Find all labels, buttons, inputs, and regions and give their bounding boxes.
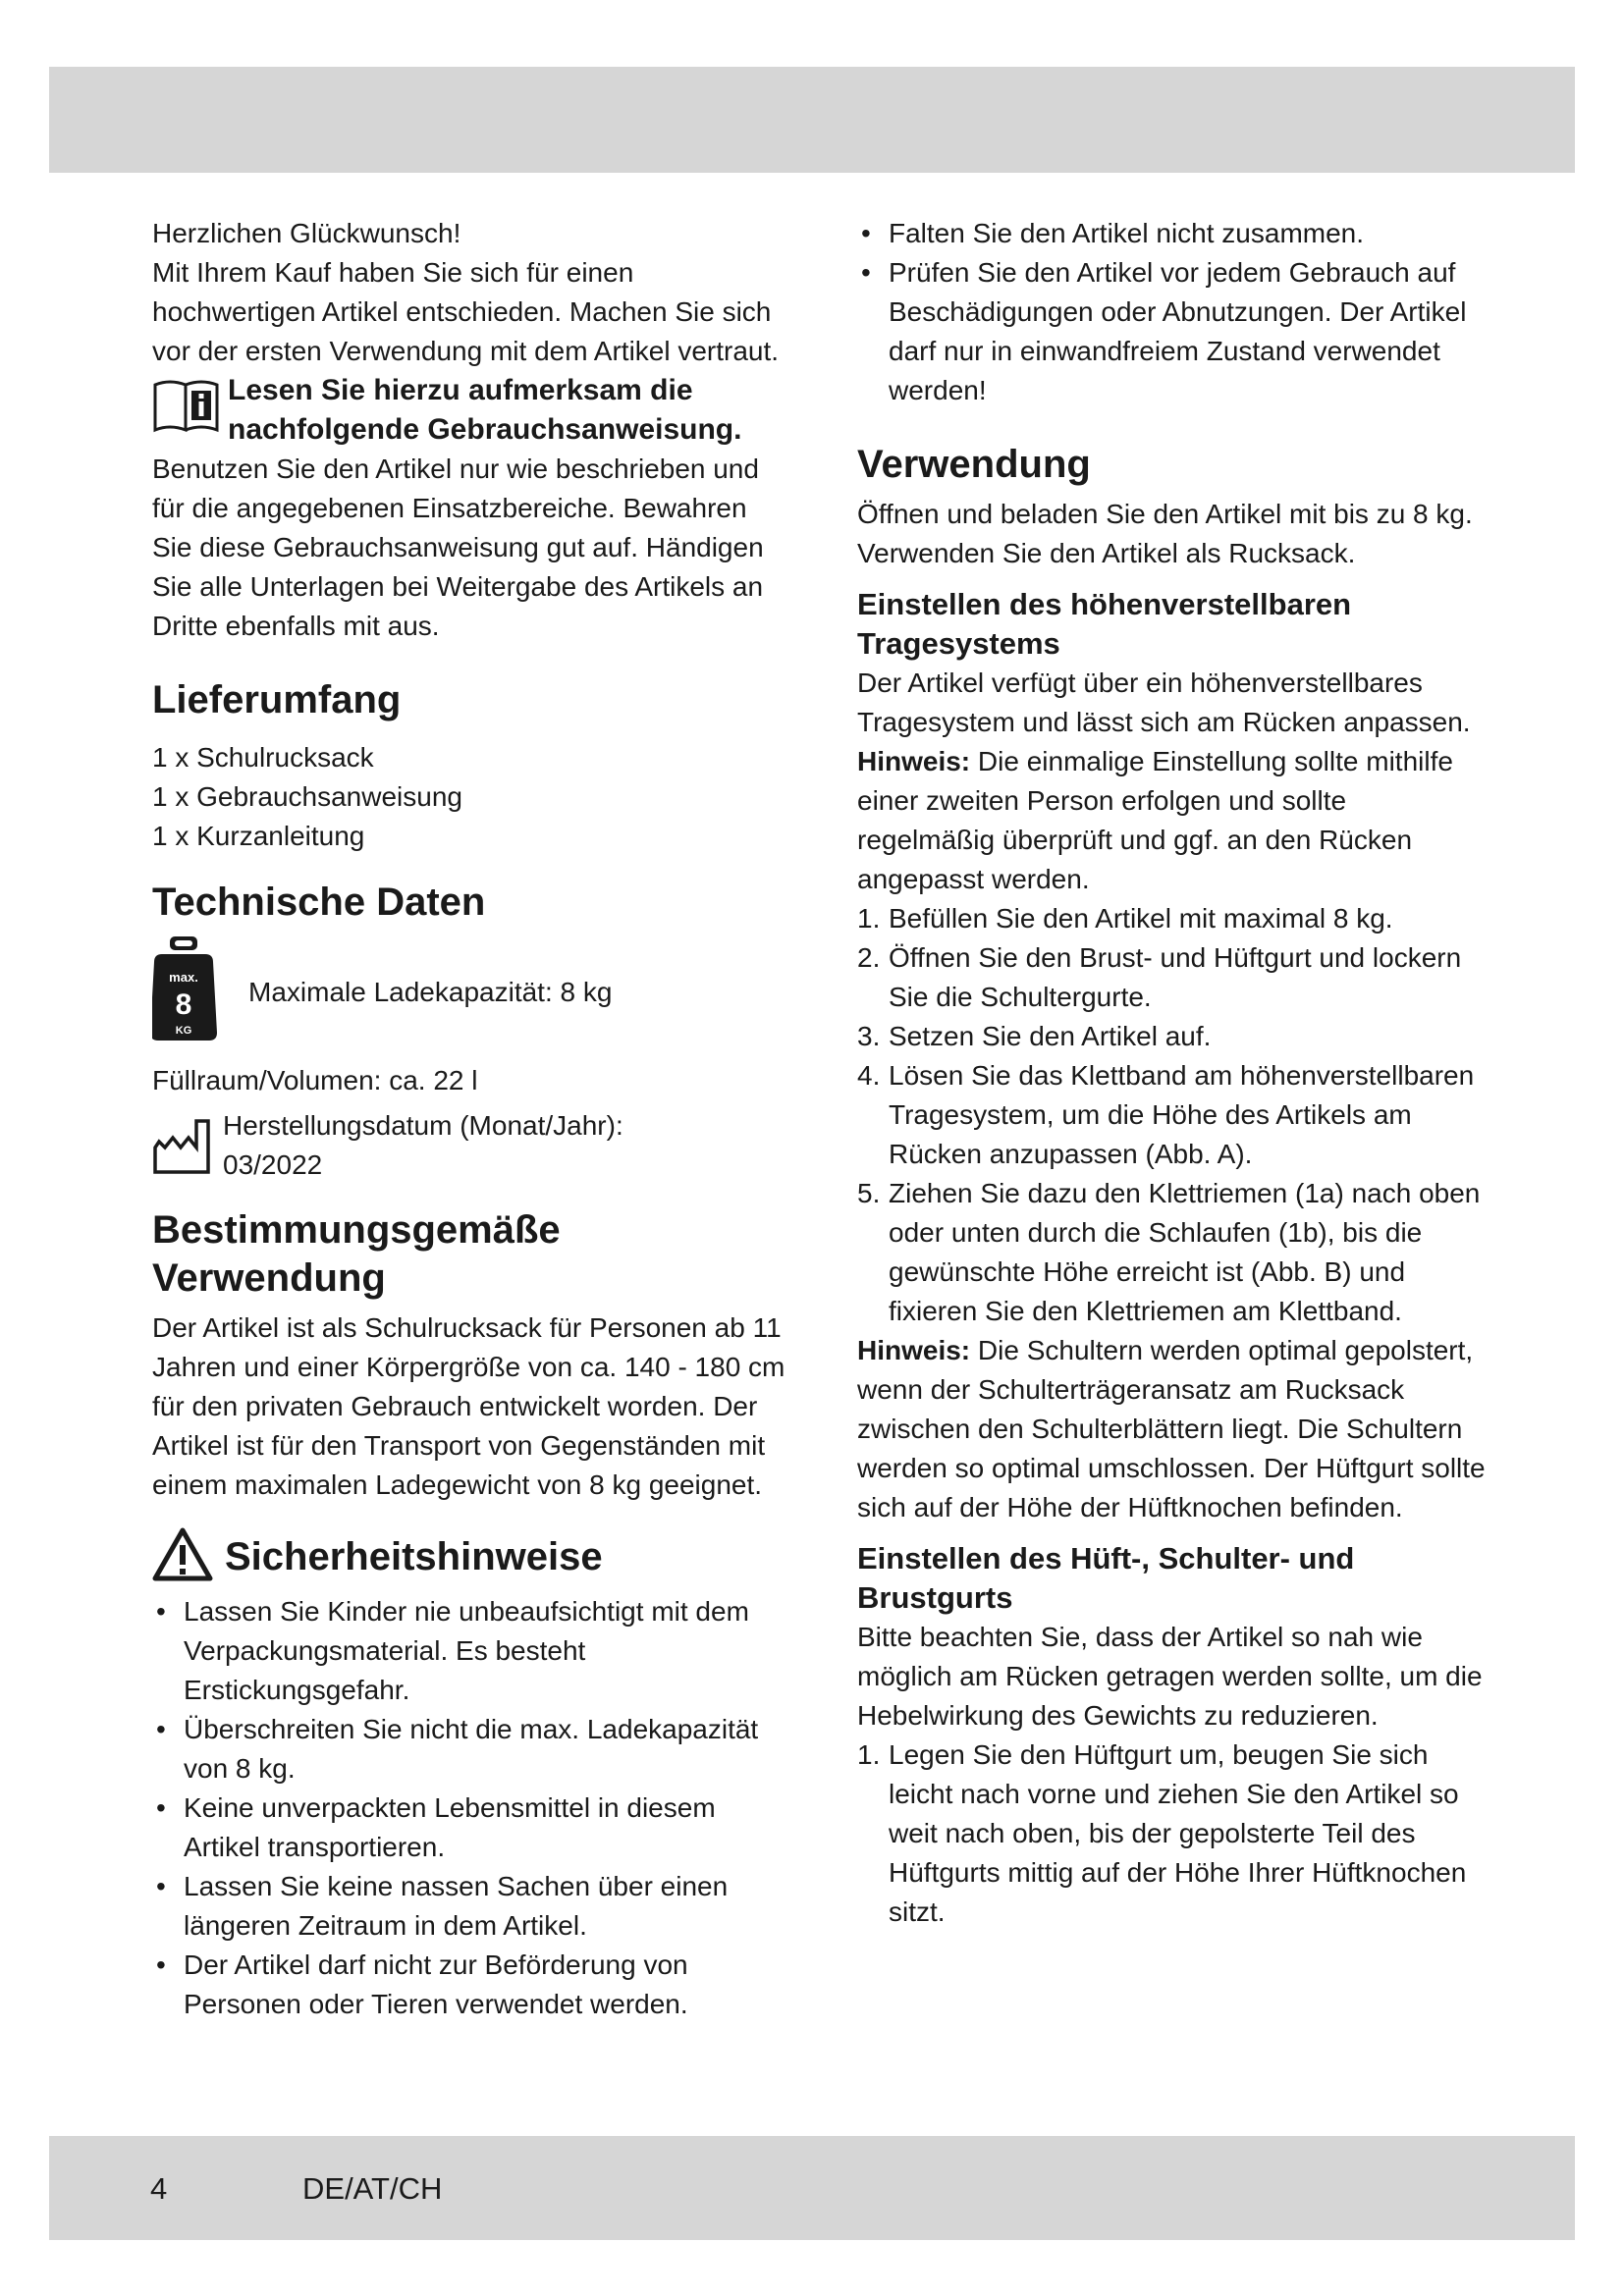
- step-item: 2. Öffnen Sie den Brust- und Hüftgurt und lockern Sie die Schultergurte.: [857, 942, 1462, 1012]
- safety-item: • Keine unverpackten Lebensmittel in diesem Artikel transportieren.: [152, 1789, 790, 1867]
- intended-use-title: Bestimmungsgemäße Verwendung: [152, 1208, 561, 1300]
- height-adjust-hint: [857, 742, 1486, 899]
- belts-title: Einstellen des Hüft-, Schulter- und Brustgurts: [857, 1541, 1355, 1615]
- max-weight-icon: [152, 936, 223, 1047]
- page-number: 4: [150, 2171, 168, 2206]
- step-item: 3. Setzen Sie den Artikel auf.: [857, 1021, 1212, 1051]
- intro-text: Mit Ihrem Kauf haben Sie sich für einen hochwertigen Artikel entschieden. Machen Sie sich vor der ersten Verwendung mit dem Artikel vertraut.: [152, 257, 780, 366]
- volume-text: Füllraum/Volumen: ca. 22 l: [152, 1065, 478, 1095]
- hint-text: Die einmalige Einstellung sollte mithilfe einer zweiten Person erfolgen und sollte regelmäßig überprüft und ggf. an den Rücken angepasst werden.: [857, 746, 1453, 894]
- manufacture-date-icon: [152, 1118, 211, 1180]
- shoulder-hint: [857, 1331, 1486, 1527]
- scope-item: 1 x Kurzanleitung: [152, 821, 365, 851]
- usage-title: Verwendung: [857, 443, 1091, 486]
- manual-info-icon: [152, 377, 221, 445]
- usage-note: Benutzen Sie den Artikel nur wie beschrieben und für die angegebenen Einsatzbereiche. Bewahren Sie diese Gebrauchsanweisung gut auf. Händigen Sie alle Unterlagen bei Weitergabe des Artikels an Dritte ebenfalls mit aus.: [152, 454, 764, 641]
- capacity-text: Maximale Ladekapazität: 8 kg: [248, 976, 613, 1007]
- weight-icon-value: 8: [175, 988, 192, 1021]
- belts-steps: [857, 1735, 1486, 1932]
- hint-label: Hinweis:: [857, 1335, 971, 1365]
- manufacture-date-row: [152, 1106, 790, 1185]
- step-item: 1. Legen Sie den Hüftgurt um, beugen Sie sich leicht nach vorne und ziehen Sie den Artikel so weit nach oben, bis der gepolsterte Teil des Hüftgurts mittig auf der Höhe Ihrer Hüftknochen sitzt.: [857, 1739, 1467, 1927]
- header-bar: [49, 67, 1575, 173]
- read-notice: [152, 371, 790, 450]
- safety-item: • Falten Sie den Artikel nicht zusammen.: [857, 214, 1486, 253]
- footer-bar: [49, 2136, 1575, 2240]
- height-adjust-steps: [857, 899, 1486, 1331]
- safety-list-continued: [857, 214, 1486, 410]
- scope-item: 1 x Gebrauchsanweisung: [152, 781, 462, 812]
- hint-label: Hinweis:: [857, 746, 971, 776]
- safety-heading: [152, 1526, 790, 1586]
- hint-text: Die Schultern werden optimal gepolstert, wenn der Schulterträgeransatz am Rucksack zwischen den Schulterblättern liegt. Die Schultern werden so optimal umschlossen. Der Hüftgurt sollte sich auf der Höhe der Hüftknochen befinden.: [857, 1335, 1486, 1522]
- tech-title: Technische Daten: [152, 881, 486, 924]
- safety-item: • Überschreiten Sie nicht die max. Ladekapazität von 8 kg.: [152, 1710, 790, 1789]
- safety-item: • Prüfen Sie den Artikel vor jedem Gebrauch auf Beschädigungen oder Abnutzungen. Der Artikel darf nur in einwandfreiem Zustand verwendet werden!: [857, 253, 1486, 410]
- step-item: 4. Lösen Sie das Klettband am höhenverstellbaren Tragesystem, um die Höhe des Artikels am Rücken anzupassen (Abb. A).: [857, 1060, 1475, 1169]
- usage-text: Öffnen und beladen Sie den Artikel mit bis zu 8 kg. Verwenden Sie den Artikel als Rucksack.: [857, 499, 1473, 568]
- safety-item: • Lassen Sie keine nassen Sachen über einen längeren Zeitraum in dem Artikel.: [152, 1867, 790, 1946]
- height-adjust-title: Einstellen des höhenverstellbaren Tragesystems: [857, 587, 1352, 661]
- right-column: [857, 214, 1486, 1932]
- left-column: [152, 214, 790, 2024]
- safety-title: Sicherheitshinweise: [225, 1534, 603, 1578]
- intended-use-text: Der Artikel ist als Schulrucksack für Personen ab 11 Jahren und einer Körpergröße von ca. 140 - 180 cm für den privaten Gebrauch entwickelt worden. Der Artikel ist für den Transport von Gegenständen mit einem maximalen Ladegewicht von 8 kg geeignet.: [152, 1312, 785, 1500]
- safety-item: • Lassen Sie Kinder nie unbeaufsichtigt mit dem Verpackungsmaterial. Es besteht Erstickungsgefahr.: [152, 1592, 790, 1710]
- scope-item: 1 x Schulrucksack: [152, 742, 374, 773]
- safety-item: • Der Artikel darf nicht zur Beförderung von Personen oder Tieren verwendet werden.: [152, 1946, 790, 2024]
- weight-icon-top: max.: [169, 970, 198, 985]
- step-item: 5. Ziehen Sie dazu den Klettriemen (1a) nach oben oder unten durch die Schlaufen (1b), bis die gewünschte Höhe erreicht ist (Abb. B) und fixieren Sie den Klettriemen am Klettband.: [857, 1178, 1481, 1326]
- step-item: 1. Befüllen Sie den Artikel mit maximal 8 kg.: [857, 903, 1393, 934]
- warning-icon: [152, 1526, 213, 1586]
- region-label: DE/AT/CH: [302, 2171, 443, 2206]
- belts-text: Bitte beachten Sie, dass der Artikel so nah wie möglich am Rücken getragen werden sollte, um die Hebelwirkung des Gewichts zu reduzieren.: [857, 1622, 1483, 1731]
- scope-title: Lieferumfang: [152, 678, 402, 721]
- capacity-row: [152, 936, 790, 1047]
- scope-list: [152, 738, 790, 856]
- intro-congrats: Herzlichen Glückwunsch!: [152, 218, 461, 248]
- height-adjust-text: Der Artikel verfügt über ein höhenverstellbares Tragesystem und lässt sich am Rücken anpassen.: [857, 667, 1471, 737]
- manufacture-date-label: Herstellungsdatum (Monat/Jahr):: [223, 1110, 623, 1141]
- safety-list: [152, 1592, 790, 2024]
- manufacture-date-value: 03/2022: [223, 1149, 323, 1180]
- weight-icon-unit: KG: [175, 1025, 192, 1037]
- read-notice-text: Lesen Sie hierzu aufmerksam die nachfolgende Gebrauchsanweisung.: [228, 374, 742, 446]
